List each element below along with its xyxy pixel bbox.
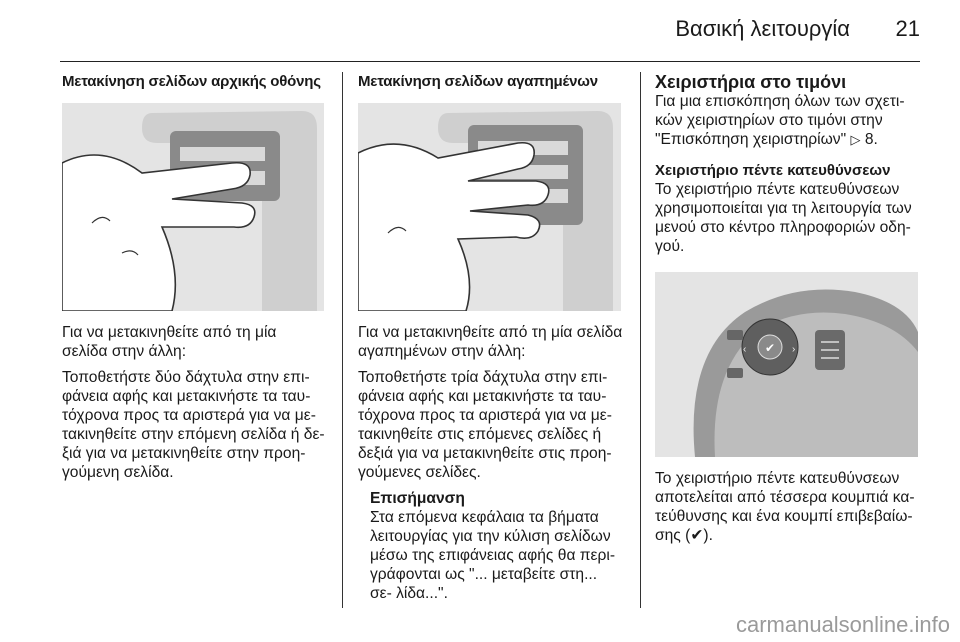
- page-ref-arrow-icon: ▷: [850, 132, 861, 147]
- note-box: [370, 489, 623, 603]
- subsection-heading: Χειριστήριο πέντε κατευθύνσεων: [655, 162, 891, 179]
- section-subheading: Μετακίνηση σελίδων αγαπημένων: [358, 73, 598, 90]
- three-finger-swipe-illustration: [358, 103, 621, 311]
- note-title: Επισήμανση: [370, 490, 465, 507]
- figure-caption: Για να μετακινηθείτε από τη μία σελίδα στην άλλη:: [62, 324, 277, 360]
- watermark: carmanualsonline.info: [735, 612, 950, 637]
- intro-text: Για μια επισκόπηση όλων των σχετι- κών χειριστηρίων στο τιμόνι στην "Επισκόπηση χειριστηρίων" ▷ 8.: [655, 93, 905, 148]
- page-number: 21: [895, 16, 920, 41]
- column-steering-controls: [655, 72, 923, 552]
- svg-text:‹: ‹: [743, 344, 747, 355]
- body-text: Τοποθετήστε δύο δάχτυλα στην επι- φάνεια αφής και μετακινήστε τα ταυ- τόχρονα προς τα αριστερά για να με- τακινηθείτε στην επόμενη σελίδα ή δε- ξιά για να μετακινηθείτε στην προη- γούμενη σελίδα.: [62, 369, 325, 481]
- page-ref: 8.: [864, 131, 878, 148]
- column-divider: [342, 72, 343, 608]
- page-header: [0, 0, 960, 62]
- body-text: Τοποθετήστε τρία δάχτυλα στην επι- φάνεια αφής και μετακινήστε τα ταυ- τόχρονα προς τα αριστερά για να με- τακινηθείτε στις επόμενες σελίδες ή δεξιά για να μετακινηθείτε στις προη- γούμενες σελίδες.: [358, 369, 612, 481]
- header-title: Βασική λειτουργία: [675, 16, 850, 41]
- header-rule: [60, 61, 920, 62]
- svg-text:✔: ✔: [765, 341, 776, 355]
- figure-caption: Για να μετακινηθείτε από τη μία σελίδα αγαπημένων στην άλλη:: [358, 324, 623, 360]
- section-heading: Χειριστήρια στο τιμόνι: [655, 72, 847, 92]
- steering-wheel-controls-illustration: [655, 272, 918, 457]
- section-subheading: Μετακίνηση σελίδων αρχικής οθόνης: [62, 73, 321, 90]
- svg-text:›: ›: [792, 344, 796, 355]
- note-body: Στα επόμενα κεφάλαια τα βήματα λειτουργίας για την κύλιση σελίδων μέσω της επιφάνειας αφής θα περι- γράφονται ως "... μεταβείτε στη... σε- λίδα...".: [370, 509, 616, 602]
- column-favourite-pages: [358, 72, 623, 603]
- column-home-pages: [62, 72, 325, 489]
- figure-caption: Το χειριστήριο πέντε κατευθύνσεων αποτελείται από τέσσερα κουμπιά κα- τεύθυνσης και ένα κουμπί επιβεβαίω- σης (✔).: [655, 470, 915, 544]
- column-divider: [640, 72, 641, 608]
- two-finger-swipe-illustration: [62, 103, 324, 311]
- body-text: Το χειριστήριο πέντε κατευθύνσεων χρησιμοποιείται για τη λειτουργία των μενού στο κέντρο πληροφοριών οδη- γού.: [655, 181, 912, 255]
